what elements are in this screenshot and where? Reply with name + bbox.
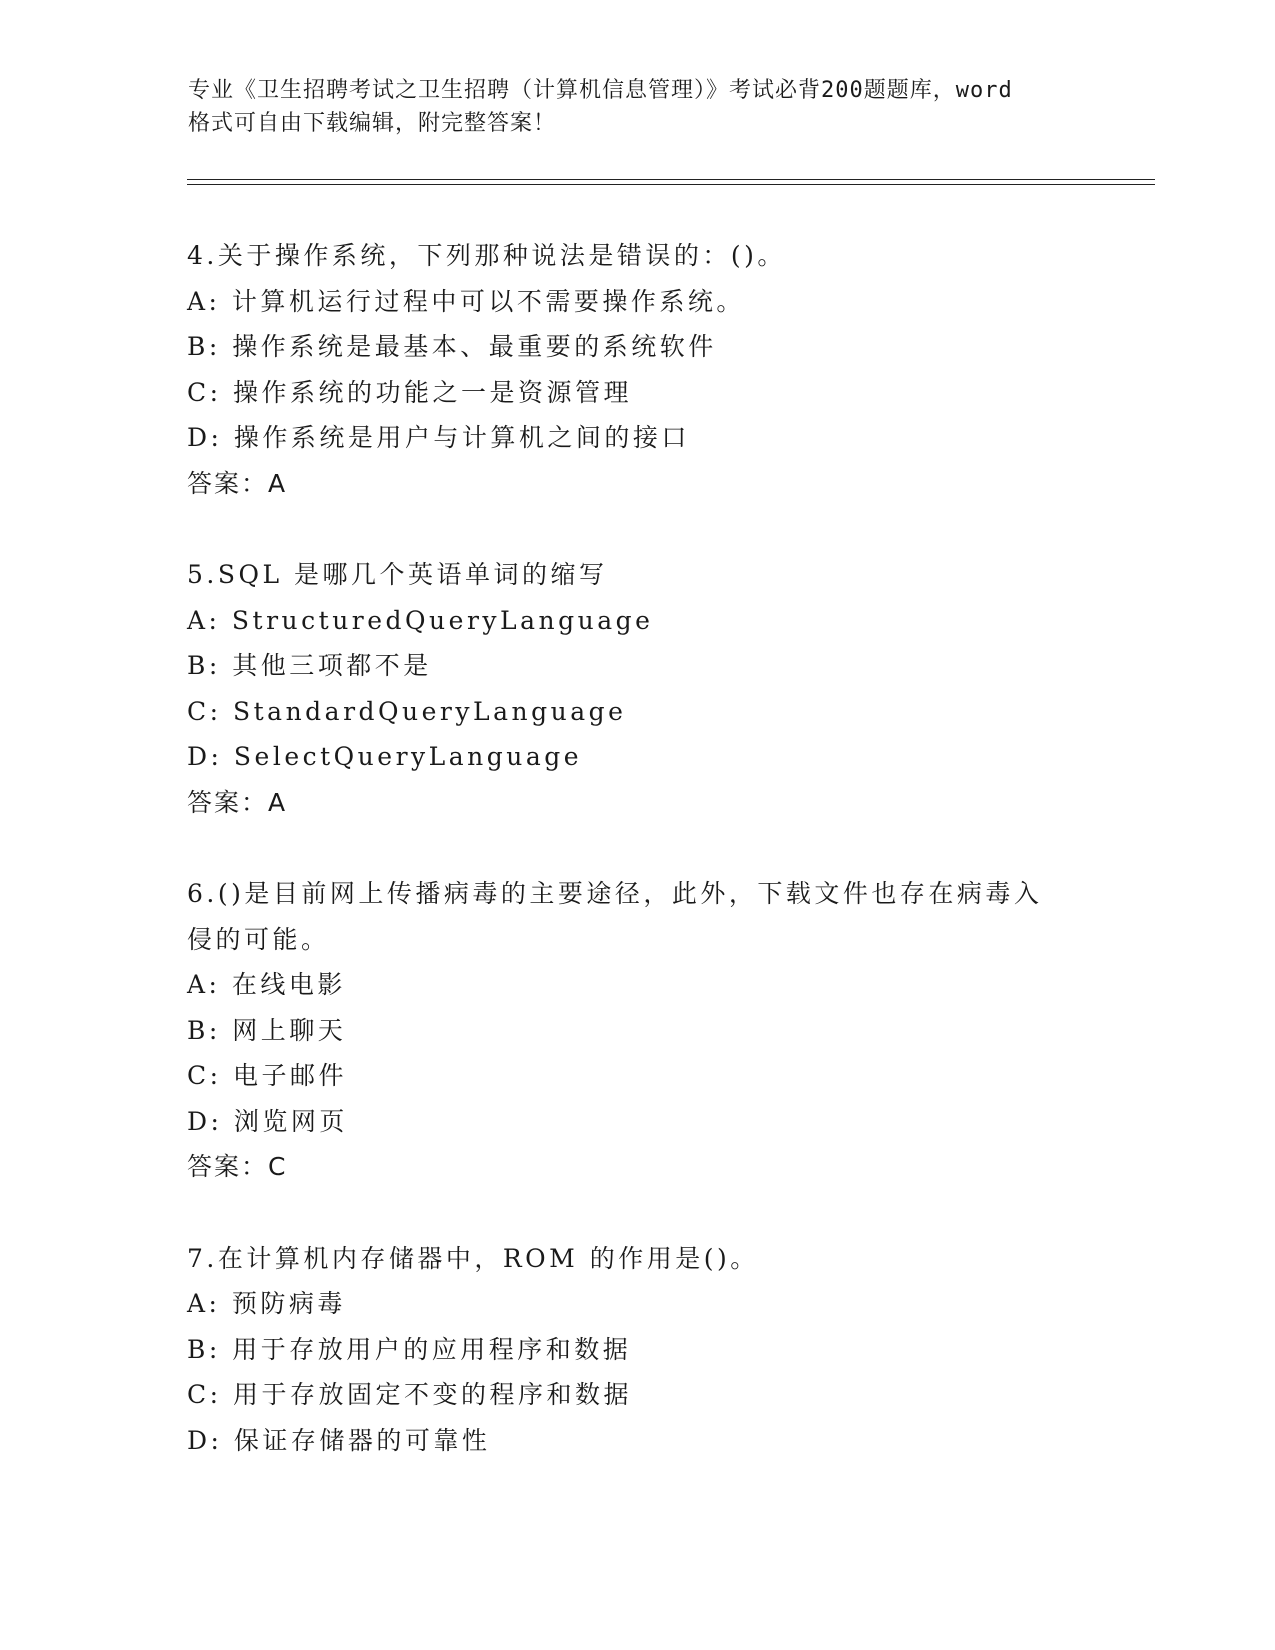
answer-line: 答案：A [187,787,288,817]
header-divider-top [187,179,1155,180]
question-4 [187,233,1087,506]
option-d: D: SelectQueryLanguage [187,742,583,771]
option-b: B: 网上聊天 [187,1015,347,1045]
option-a: A: 预防病毒 [187,1289,346,1318]
question-stem [187,233,1067,279]
option-c: C: 电子邮件 [187,1061,347,1090]
option-d: D: 保证存储器的可靠性 [187,1425,491,1455]
option-b: B: 用于存放用户的应用程序和数据 [187,1334,632,1364]
document-header [188,74,1088,140]
question-stem-line: 5.SQL 是哪几个英语单词的缩写 [187,560,608,589]
option-b: B: 操作系统是最基本、最重要的系统软件 [187,332,717,361]
answer-line: 答案：A [187,468,288,498]
option-b: B: 其他三项都不是 [187,651,432,680]
question-stem-line: 7.在计算机内存储器中，ROM 的作用是()。 [187,1243,759,1273]
header-line-1: 专业《卫生招聘考试之卫生招聘（计算机信息管理）》考试必背200题题库，word [188,78,1013,103]
header-line-2: 格式可自由下载编辑，附完整答案！ [188,111,557,136]
question-stem-line: 侵的可能。 [187,924,330,954]
option-c: C: 操作系统的功能之一是资源管理 [187,377,632,407]
question-stem-line: 6.()是目前网上传播病毒的主要途径，此外，下载文件也存在病毒入 [187,879,1043,908]
option-a: A: 计算机运行过程中可以不需要操作系统。 [187,286,745,316]
option-a: A: StructuredQueryLanguage [187,605,654,635]
question-stem [187,1236,1067,1282]
question-stem [187,552,1067,598]
question-7 [187,1236,1087,1464]
header-divider-bottom [187,184,1155,185]
question-5 [187,552,1087,825]
option-d: D: 操作系统是用户与计算机之间的接口 [187,423,690,452]
question-6 [187,871,1087,1190]
option-c: C: 用于存放固定不变的程序和数据 [187,1380,632,1409]
option-c: C: StandardQueryLanguage [187,696,627,726]
option-a: A: 在线电影 [187,970,346,999]
answer-line: 答案：C [187,1152,288,1181]
question-list [187,233,1087,1509]
question-stem [187,871,1067,962]
question-stem-line: 4.关于操作系统，下列那种说法是错误的：()。 [187,241,786,270]
option-d: D: 浏览网页 [187,1106,348,1136]
